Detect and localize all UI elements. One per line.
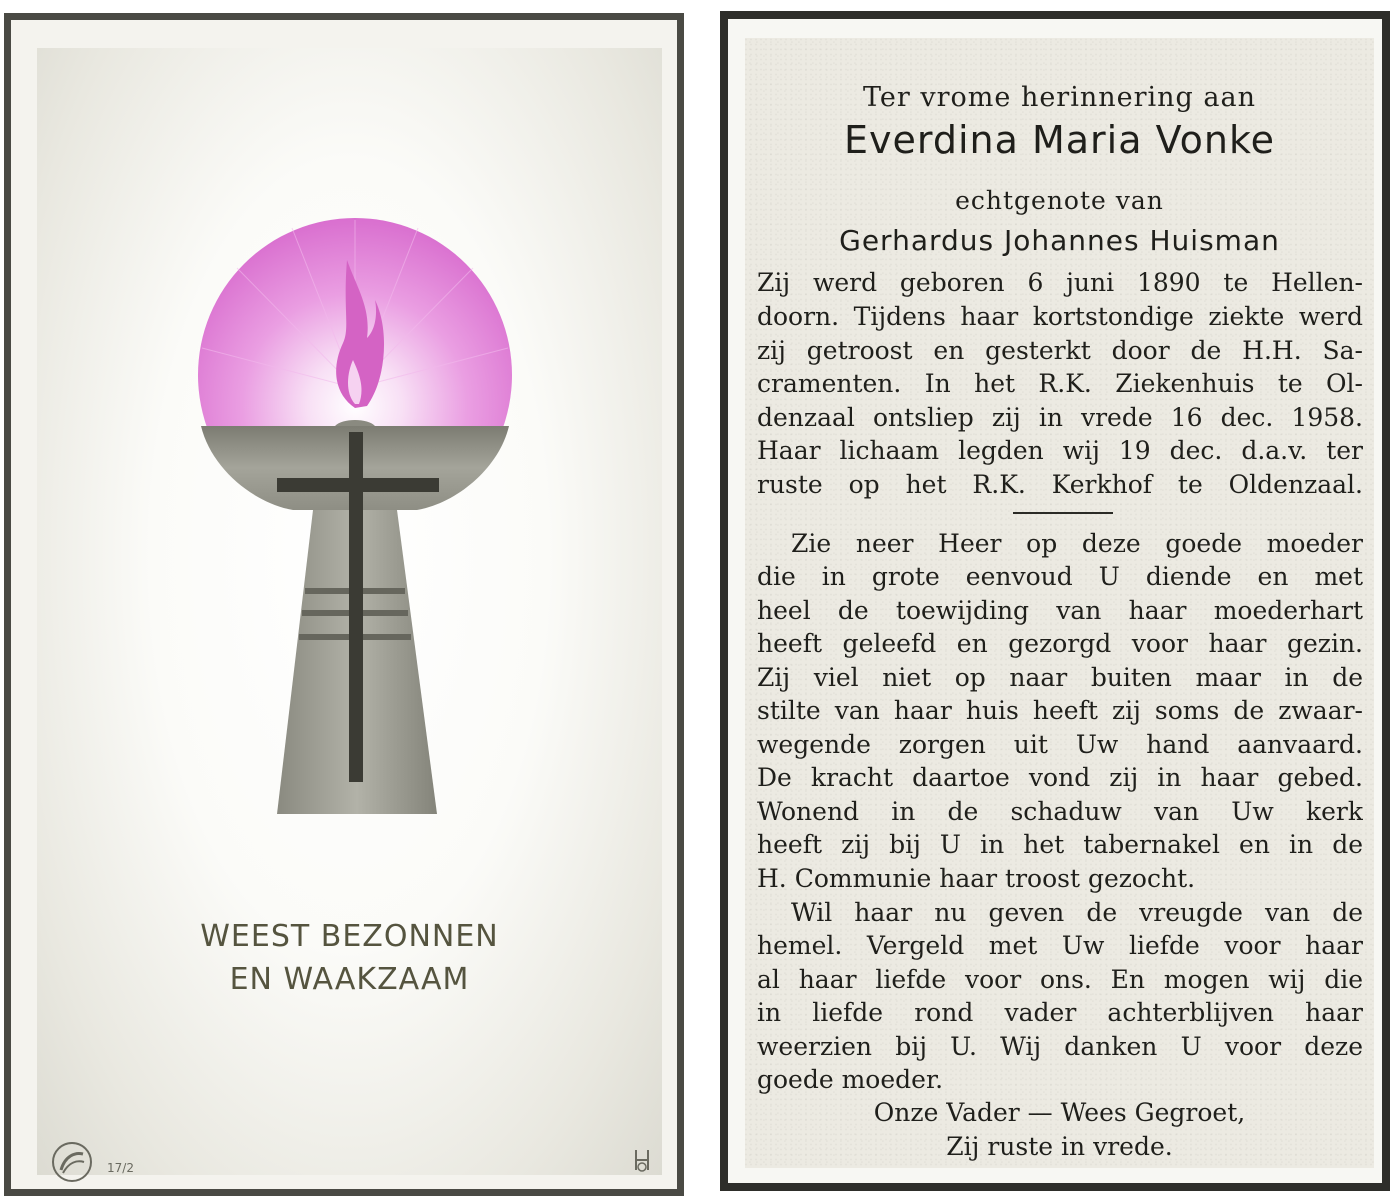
bio-line: cramenten. In het R.K. Ziekenhuis te Ol- <box>757 369 1363 398</box>
prayer-line: Wil haar nu geven de vreugde van de <box>791 898 1363 927</box>
motto-line-1: WEEST BEZONNEN <box>200 919 499 954</box>
prayer-line: Zij viel niet op naar buiten maar in de <box>757 663 1363 692</box>
prayer-line: heeft geleefd en gezorgd voor haar gezin. <box>757 629 1363 658</box>
prayer-line: Wonend in de schaduw van Uw kerk <box>757 797 1363 826</box>
artist-monogram-icon <box>631 1148 653 1174</box>
memorial-card-back <box>720 11 1390 1191</box>
prayer-line: wegende zorgen uit Uw hand aanvaard. <box>757 730 1363 759</box>
intro-line: Ter vrome herinnering aan <box>862 82 1256 113</box>
bio-line: ruste op het R.K. Kerkhof te Oldenzaal. <box>757 470 1363 499</box>
cross-horizontal <box>277 478 439 492</box>
chalice-cross-emblem <box>37 48 662 828</box>
bio-line: zij getroost en gesterkt door de H.H. Sa- <box>757 336 1363 365</box>
prayer-line: De kracht daartoe vond zij in haar gebed. <box>757 763 1363 792</box>
prayer-line: goede moeder. <box>757 1065 944 1094</box>
prayer-line: die in grote eenvoud U diende en met <box>757 562 1363 591</box>
motto-line-2: EN WAAKZAAM <box>229 962 470 997</box>
memorial-card-front <box>4 13 684 1196</box>
prayer-line: heel de toewijding van haar moederhart <box>757 596 1363 625</box>
print-code: 17/2 <box>107 1161 134 1175</box>
spouse-name: Gerhardus Johannes Huisman <box>839 224 1280 257</box>
prayer-line: Zie neer Heer op deze goede moeder <box>791 529 1363 558</box>
bio-line: denzaal ontsliep zij in vrede 16 dec. 1958. <box>757 403 1363 432</box>
bio-line: doorn. Tijdens haar kortstondige ziekte werd <box>757 302 1363 331</box>
bio-line: Haar lichaam legden wij 19 dec. d.a.v. ter <box>757 436 1363 465</box>
closing-prayers: Onze Vader — Wees Gegroet, <box>873 1098 1246 1127</box>
deceased-name: Everdina Maria Vonke <box>844 118 1275 162</box>
card-back-border <box>728 19 1382 1183</box>
bio-line: Zij werd geboren 6 juni 1890 te Hellen- <box>757 268 1363 297</box>
closing-rest: Zij ruste in vrede. <box>946 1132 1173 1161</box>
prayer-line: weerzien bij U. Wij danken U voor deze <box>757 1032 1363 1061</box>
prayer-line: al haar liefde voor ons. En mogen wij die <box>757 965 1363 994</box>
prayer-line: hemel. Vergeld met Uw liefde voor haar <box>757 931 1363 960</box>
prayer-line: H. Communie haar troost gezocht. <box>757 864 1196 893</box>
section-divider <box>1013 512 1113 514</box>
card-front-paper <box>11 20 677 1189</box>
prayer-line: in liefde rond vader achterblijven haar <box>757 998 1363 1027</box>
publisher-logo-icon <box>47 1140 97 1184</box>
prayer-line: heeft zij bij U in het tabernakel en in de <box>757 830 1363 859</box>
image-panel <box>37 48 662 1175</box>
text-panel <box>745 38 1374 1168</box>
spouse-label: echtgenote van <box>955 186 1164 215</box>
prayer-line: stilte van haar huis heeft zij soms de zwaar- <box>757 696 1363 725</box>
